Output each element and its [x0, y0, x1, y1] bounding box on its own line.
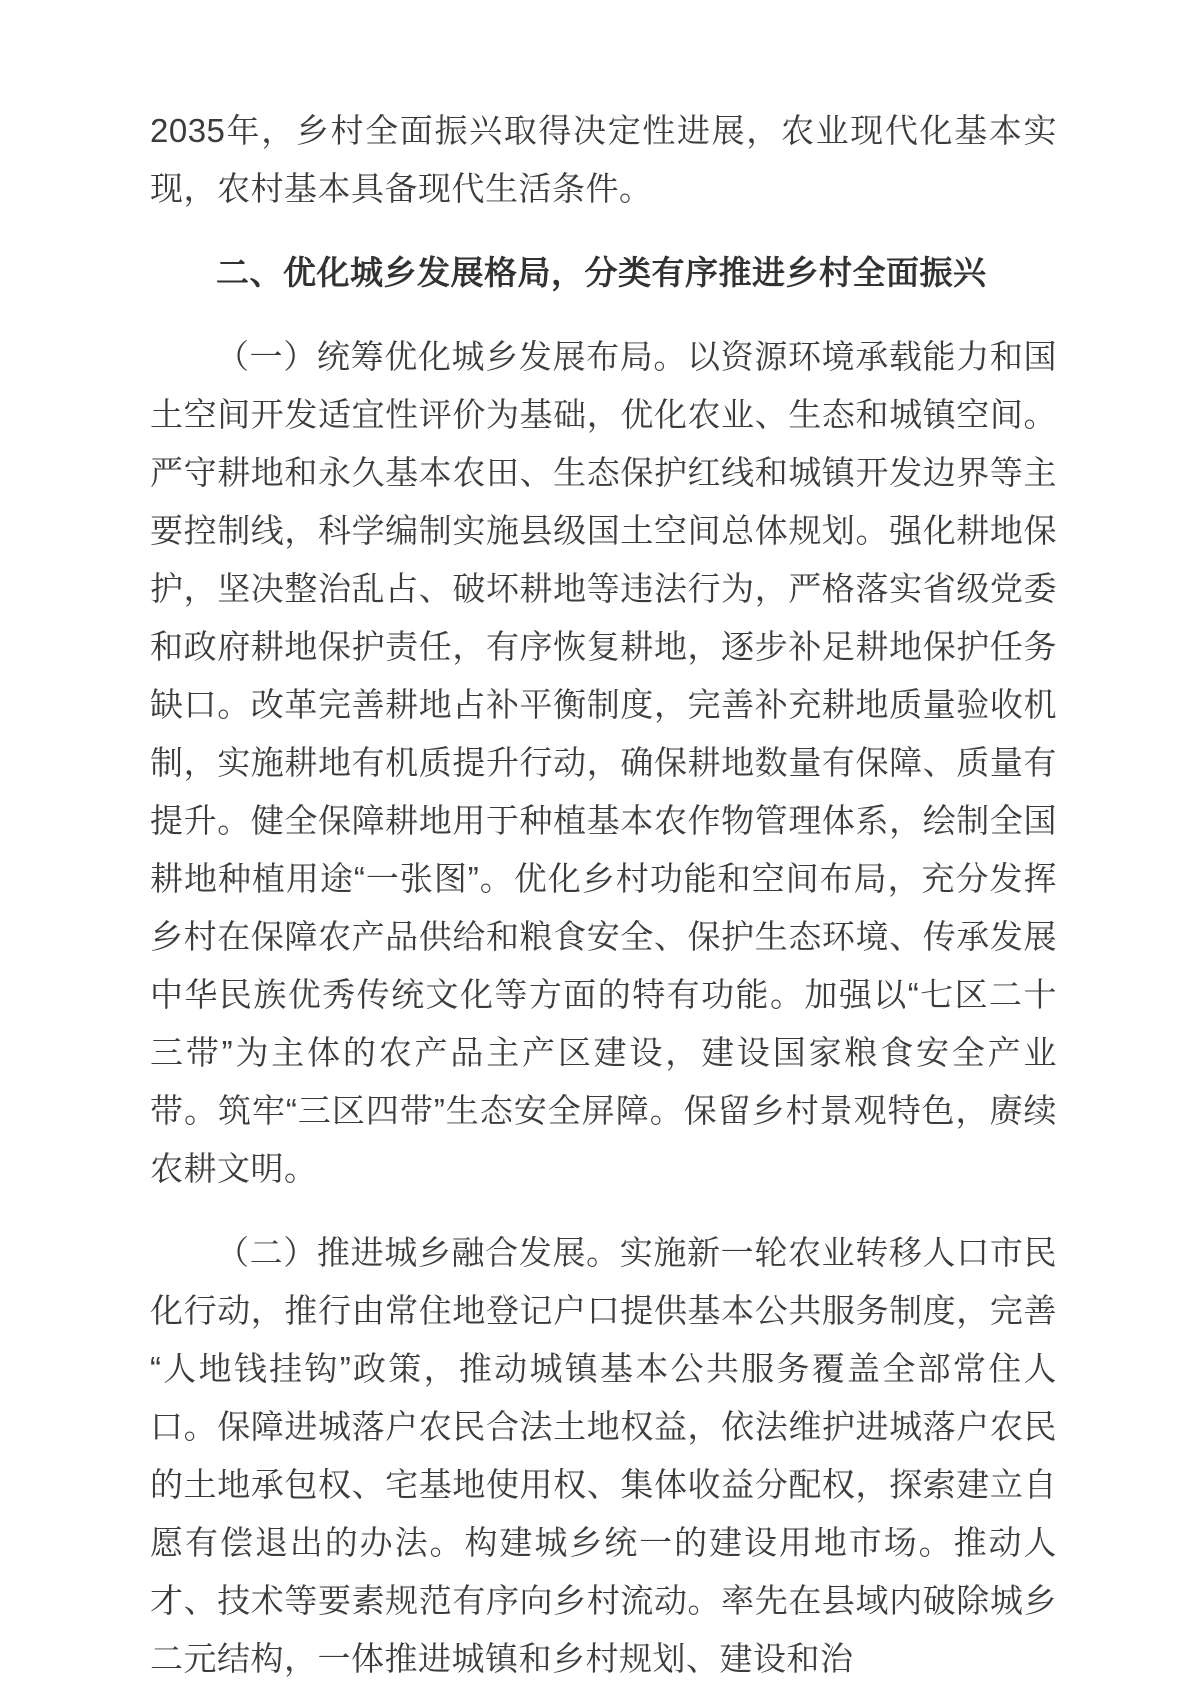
section-heading: 二、优化城乡发展格局，分类有序推进乡村全面振兴	[216, 254, 987, 291]
paragraph-item-1: （一）统筹优化城乡发展布局。以资源环境承载能力和国土空间开发适宜性评价为基础，优化农业、生态和城镇空间。严守耕地和永久基本农田、生态保护红线和城镇开发边界等主要控制线，科学编制实施县级国土空间总体规划。强化耕地保护，坚决整治乱占、破坏耕地等违法行为，严格落实省级党委和政府耕地保护责任，有序恢复耕地，逐步补足耕地保护任务缺口。改革完善耕地占补平衡制度，完善补充耕地质量验收机制，实施耕地有机质提升行动，确保耕地数量有保障、质量有提升。健全保障耕地用于种植基本农作物管理体系，绘制全国耕地种植用途“一张图”。优化乡村功能和空间布局，充分发挥乡村在保障农产品供给和粮食安全、保护生态环境、传承发展中华民族优秀传统文化等方面的特有功能。加强以“七区二十三带”为主体的农产品主产区建设，建设国家粮食安全产业带。筑牢“三区四带”生态安全屏障。保留乡村景观特色，赓续农耕文明。	[150, 338, 1057, 1187]
paragraph-item-2: （二）推进城乡融合发展。实施新一轮农业转移人口市民化行动，推行由常住地登记户口提供基本公共服务制度，完善“人地钱挂钩”政策，推动城镇基本公共服务覆盖全部常住人口。保障进城落户农民合法土地权益，依法维护进城落户农民的土地承包权、宅基地使用权、集体收益分配权，探索建立自愿有偿退出的办法。构建城乡统一的建设用地市场。推动人才、技术等要素规范有序向乡村流动。率先在县域内破除城乡二元结构，一体推进城镇和乡村规划、建设和治	[150, 1234, 1057, 1677]
intro-paragraph: 2035年，乡村全面振兴取得决定性进展，农业现代化基本实现，农村基本具备现代生活条件。	[150, 112, 1057, 207]
